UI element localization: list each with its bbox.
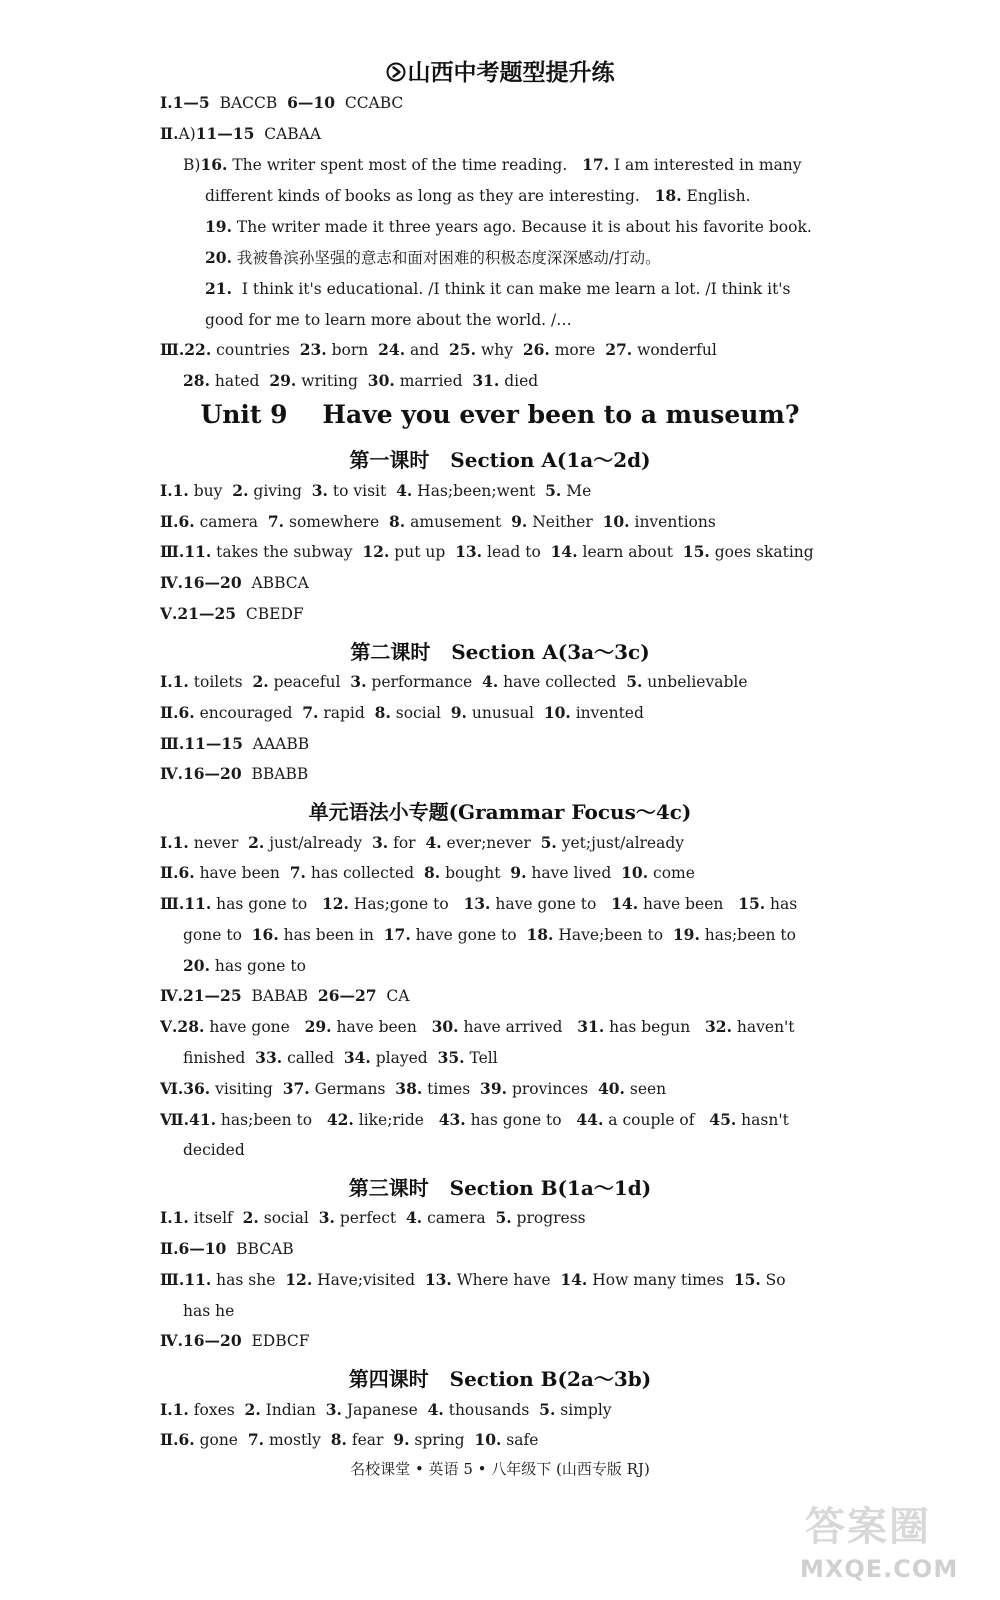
answer-line: good for me to learn more about the world. /… [205, 311, 572, 329]
answer-line: gone to 16. has been in 17. have gone to 18. Have;been to 19. has;been to [183, 925, 796, 944]
answer-line: Ⅵ.36. visiting 37. Germans 38. times 39. provinces 40. seen [160, 1079, 667, 1098]
section-title: 第三课时 Section B(1a～1d) [348, 1176, 652, 1200]
section-title: 第一课时 Section A(1a～2d) [349, 448, 651, 472]
answer-line: 21. I think it's educational. /I think it can make me learn a lot. /I think it's [205, 279, 791, 298]
answer-line: Ⅴ.21—25 CBEDF [160, 604, 304, 623]
answer-line: Ⅶ.41. has;been to 42. like;ride 43. has gone to 44. a couple of 45. hasn't [160, 1110, 789, 1129]
answer-line: Ⅲ.11. takes the subway 12. put up 13. lead to 14. learn about 15. goes skating [160, 542, 814, 561]
circle-arrow-icon [386, 62, 406, 82]
answer-line: Ⅰ.1. foxes 2. Indian 3. Japanese 4. thousands 5. simply [160, 1400, 612, 1419]
answer-line: Ⅰ.1—5 BACCB 6—10 CCABC [160, 93, 404, 112]
answer-line: Ⅰ.1. never 2. just/already 3. for 4. ever;never 5. yet;just/already [160, 833, 685, 852]
answer-line: Ⅲ.11. has she 12. Have;visited 13. Where have 14. How many times 15. So [160, 1270, 786, 1289]
answer-line: different kinds of books as long as they are interesting. 18. English. [205, 186, 751, 205]
answer-line: 19. The writer made it three years ago. Because it is about his favorite book. [205, 217, 812, 236]
answer-line: 20. 我被鲁滨孙坚强的意志和面对困难的积极态度深深感动/打动。 [205, 248, 661, 267]
section-title: 第二课时 Section A(3a～3c) [350, 640, 650, 664]
answer-line: Ⅱ.6. have been 7. has collected 8. bought 9. have lived 10. come [160, 863, 695, 882]
answer-line: 20. has gone to [183, 956, 306, 975]
section-title: 第四课时 Section B(2a～3b) [348, 1367, 652, 1391]
answer-line: Ⅱ.6. camera 7. somewhere 8. amusement 9. Neither 10. inventions [160, 512, 716, 531]
page-top-title [0, 54, 1000, 87]
answer-line: has he [183, 1302, 235, 1320]
answer-line: Ⅰ.1. itself 2. social 3. perfect 4. camera 5. progress [160, 1208, 586, 1227]
answer-line: Ⅲ.11. has gone to 12. Has;gone to 13. have gone to 14. have been 15. has [160, 894, 798, 913]
answer-line: Ⅱ.6. encouraged 7. rapid 8. social 9. unusual 10. invented [160, 703, 644, 722]
answer-line: decided [183, 1141, 245, 1159]
answer-line: Ⅳ.21—25 BABAB 26—27 CA [160, 986, 410, 1005]
answer-line: Ⅳ.16—20 ABBCA [160, 573, 309, 592]
watermark-logo-text: 答案圈 [805, 1504, 931, 1550]
answer-line: Ⅴ.28. have gone 29. have been 30. have arrived 31. has begun 32. haven't [160, 1017, 795, 1036]
answer-line: Ⅱ.6. gone 7. mostly 8. fear 9. spring 10. safe [160, 1430, 539, 1449]
answer-line: finished 33. called 34. played 35. Tell [183, 1048, 498, 1067]
page-footer: 名校课堂 • 英语 5 • 八年级下 (山西专版 RJ) [350, 1460, 650, 1478]
answer-line: Ⅲ.11—15 AAABB [160, 734, 310, 753]
top-title-text: 山西中考题型提升练 [407, 59, 615, 86]
answer-line: Ⅰ.1. toilets 2. peaceful 3. performance 4. have collected 5. unbelievable [160, 672, 748, 691]
answer-line: Ⅳ.16—20 BBABB [160, 764, 309, 783]
watermark-logo [790, 1495, 990, 1595]
unit-title: Unit 9 Have you ever been to a museum? [200, 400, 800, 429]
answer-line: Ⅳ.16—20 EDBCF [160, 1331, 310, 1350]
answer-line: Ⅱ.6—10 BBCAB [160, 1239, 294, 1258]
watermark-url: MXQE.COM [800, 1555, 959, 1583]
answer-line: Ⅱ.A)11—15 CABAA [160, 124, 322, 143]
answer-line: Ⅲ.22. countries 23. born 24. and 25. why 26. more 27. wonderful [160, 340, 717, 359]
answer-line: B)16. The writer spent most of the time reading. 17. I am interested in many [183, 155, 802, 174]
section-title: 单元语法小专题(Grammar Focus～4c) [308, 800, 692, 824]
answer-line: Ⅰ.1. buy 2. giving 3. to visit 4. Has;been;went 5. Me [160, 481, 592, 500]
answer-line: 28. hated 29. writing 30. married 31. died [183, 371, 539, 390]
